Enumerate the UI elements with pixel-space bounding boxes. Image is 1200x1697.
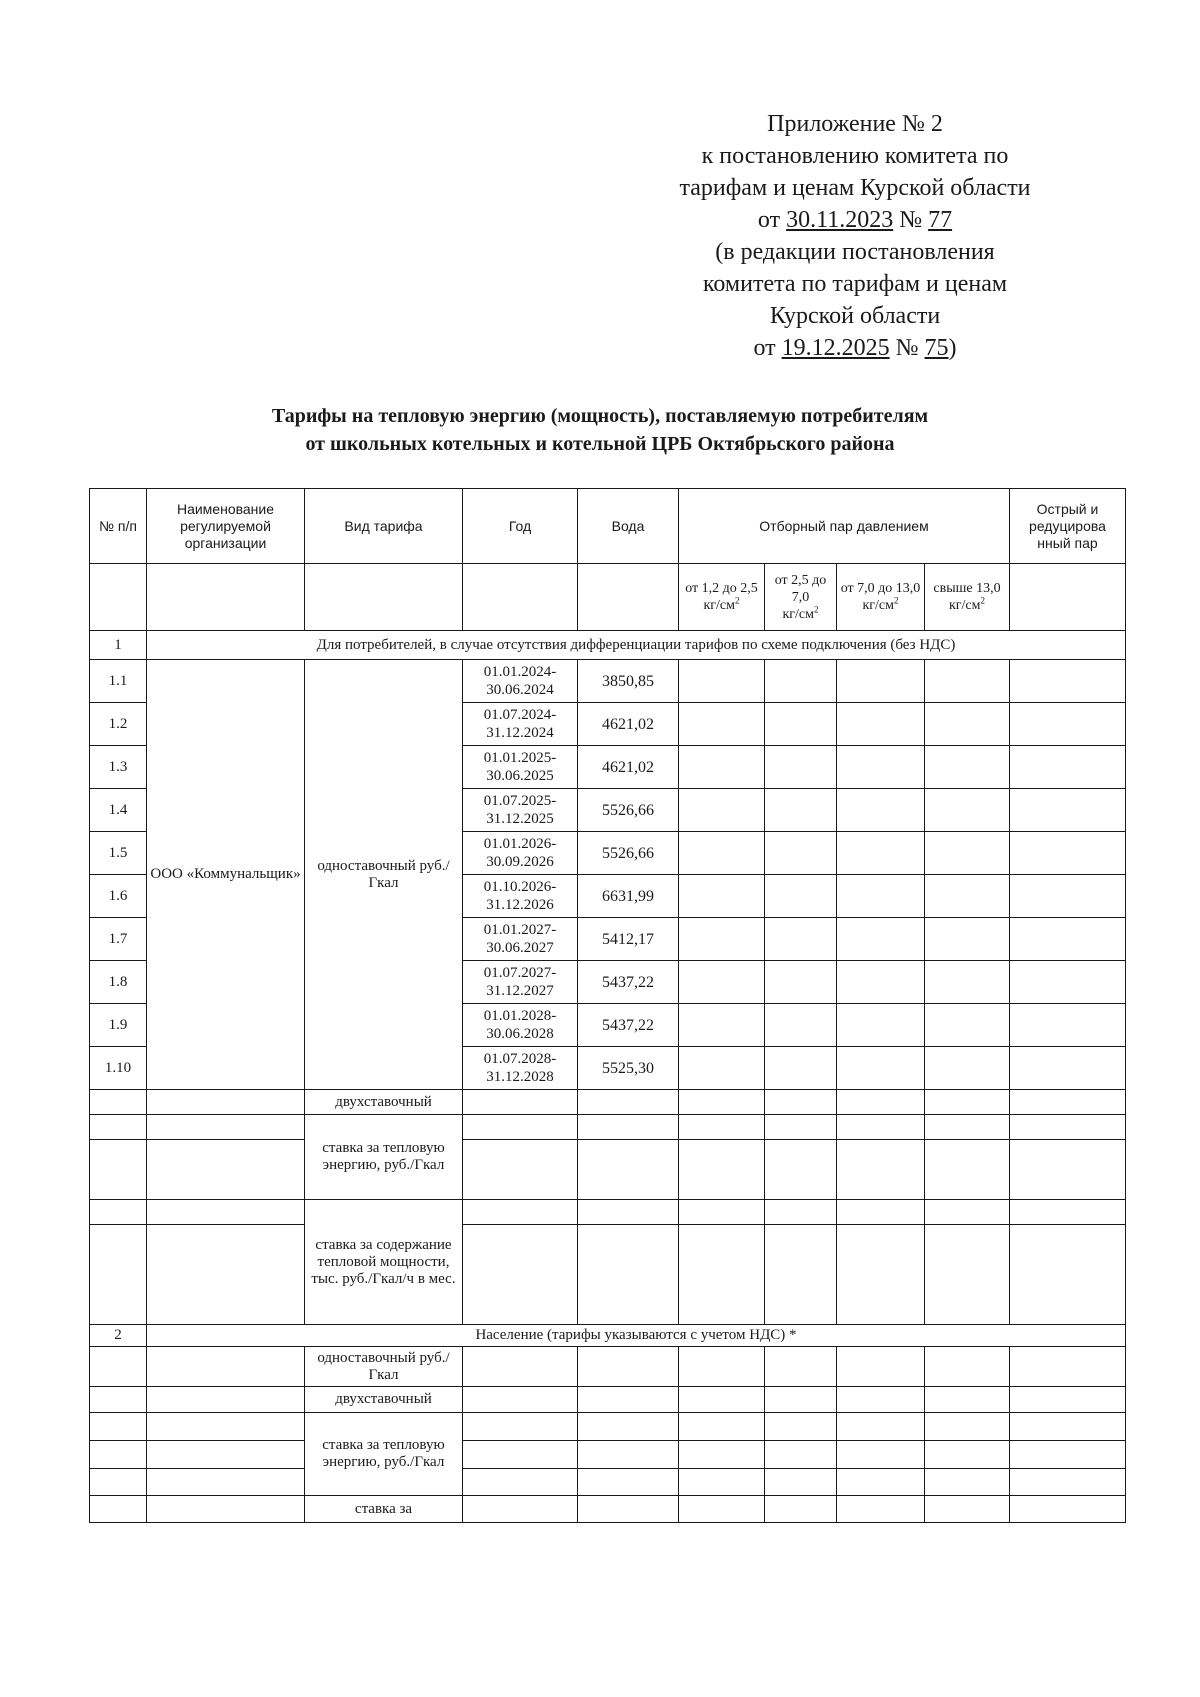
table-row (90, 1115, 1126, 1140)
table-row: 1.9 01.01.2028-30.06.2028 5437,22 (90, 1004, 1126, 1047)
tariff-type-one-rate: одноставочный руб./Гкал (305, 660, 463, 1090)
appendix-line: к постановлению комитета по (701, 143, 1009, 169)
table-row (90, 1413, 1126, 1441)
section-label: Для потребителей, в случае отсутствия дифференциации тарифов по схеме подключения (без НДС) (147, 631, 1126, 660)
table-row: 1.7 01.01.2027-30.06.2027 5412,17 (90, 918, 1126, 961)
appendix-line: тарифам и ценам Курской области (679, 175, 1031, 201)
table-row (90, 1469, 1126, 1496)
edition-date: 19.12.2025 (781, 335, 890, 361)
s2-rate-partial-label: ставка за (305, 1496, 463, 1523)
table-row (90, 1140, 1126, 1200)
appendix-line: комитета по тарифам и ценам (702, 271, 1008, 297)
table-row: 1.5 01.01.2026-30.09.2026 5526,66 (90, 832, 1126, 875)
header-num: № п/п (90, 489, 147, 564)
rate-capacity-label: ставка за содержание тепловой мощности, тыс. руб./Гкал/ч в мес. (305, 1200, 463, 1325)
table-row (90, 1441, 1126, 1469)
pressure-1-header: от 1,2 до 2,5 $кг/см^2$ (679, 564, 765, 631)
s2-tariff-type-two-rate: двухставочный (305, 1387, 463, 1413)
table-row (90, 1347, 1126, 1387)
header-type: Вид тарифа (305, 489, 463, 564)
appendix-line: Курской области (769, 303, 941, 329)
rate-energy-label: ставка за тепловую энергию, руб./Гкал (305, 1115, 463, 1200)
section-row (90, 1325, 1126, 1347)
table-row (90, 1496, 1126, 1523)
table-row (90, 1090, 1126, 1115)
table-row: 1.6 01.10.2026-31.12.2026 6631,99 (90, 875, 1126, 918)
section-row (90, 631, 1126, 660)
appendix-number: Приложение № 2 (767, 111, 943, 137)
table-row (90, 1200, 1126, 1225)
edition-number: 75 (924, 335, 949, 361)
header-sharp-steam: Острый и редуцирова нный пар (1010, 489, 1126, 564)
resolution-number: 77 (928, 207, 953, 233)
table-row (90, 1387, 1126, 1413)
table-header-row (90, 489, 1126, 564)
table-row: 1.1 ООО «Коммунальщик» одноставочный руб./Гкал 01.01.2024-30.06.2024 3850,85 (90, 660, 1126, 703)
header-water: Вода (578, 489, 679, 564)
resolution-date: 30.11.2023 (786, 207, 894, 233)
s2-rate-energy-label: ставка за тепловую энергию, руб./Гкал (305, 1413, 463, 1496)
table-row: 1.2 01.07.2024-31.12.2024 4621,02 (90, 703, 1126, 746)
table-row (90, 1225, 1126, 1325)
section-label: Население (тарифы указываются с учетом НДС) * (147, 1325, 1126, 1347)
document-title: Тарифы на тепловую энергию (мощность), поставляемую потребителям от школьных котельных и котельной ЦРБ Октябрьского района (271, 405, 929, 455)
appendix-edition-ref: от 19.12.2025 № 75) (753, 335, 957, 361)
pressure-3-header: от 7,0 до 13,0 $кг/см^2$ (837, 564, 925, 631)
appendix-line: (в редакции постановления (715, 239, 995, 265)
header-year: Год (463, 489, 578, 564)
table-subheader-row (90, 564, 1126, 631)
tariff-table (89, 488, 1126, 1523)
appendix-header (640, 108, 1070, 364)
table-row: 1.10 01.07.2028-31.12.2028 5525,30 (90, 1047, 1126, 1090)
table-row: 1.4 01.07.2025-31.12.2025 5526,66 (90, 789, 1126, 832)
appendix-resolution-ref: от 30.11.2023 № 77 (757, 207, 953, 233)
header-steam: Отборный пар давлением (679, 489, 1010, 564)
org-name: ООО «Коммунальщик» (147, 660, 305, 1090)
pressure-4-header: свыше 13,0 $кг/см^2$ (925, 564, 1010, 631)
pressure-2-header: от 2,5 до 7,0 $кг/см^2$ (765, 564, 837, 631)
s2-tariff-type-one-rate: одноставочный руб./Гкал (305, 1347, 463, 1387)
table-row: 1.3 01.01.2025-30.06.2025 4621,02 (90, 746, 1126, 789)
section-num: 2 (90, 1325, 147, 1347)
section-num: 1 (90, 631, 147, 660)
table-row: 1.8 01.07.2027-31.12.2027 5437,22 (90, 961, 1126, 1004)
tariff-type-two-rate: двухставочный (305, 1090, 463, 1115)
header-org: Наименование регулируемой организации (147, 489, 305, 564)
